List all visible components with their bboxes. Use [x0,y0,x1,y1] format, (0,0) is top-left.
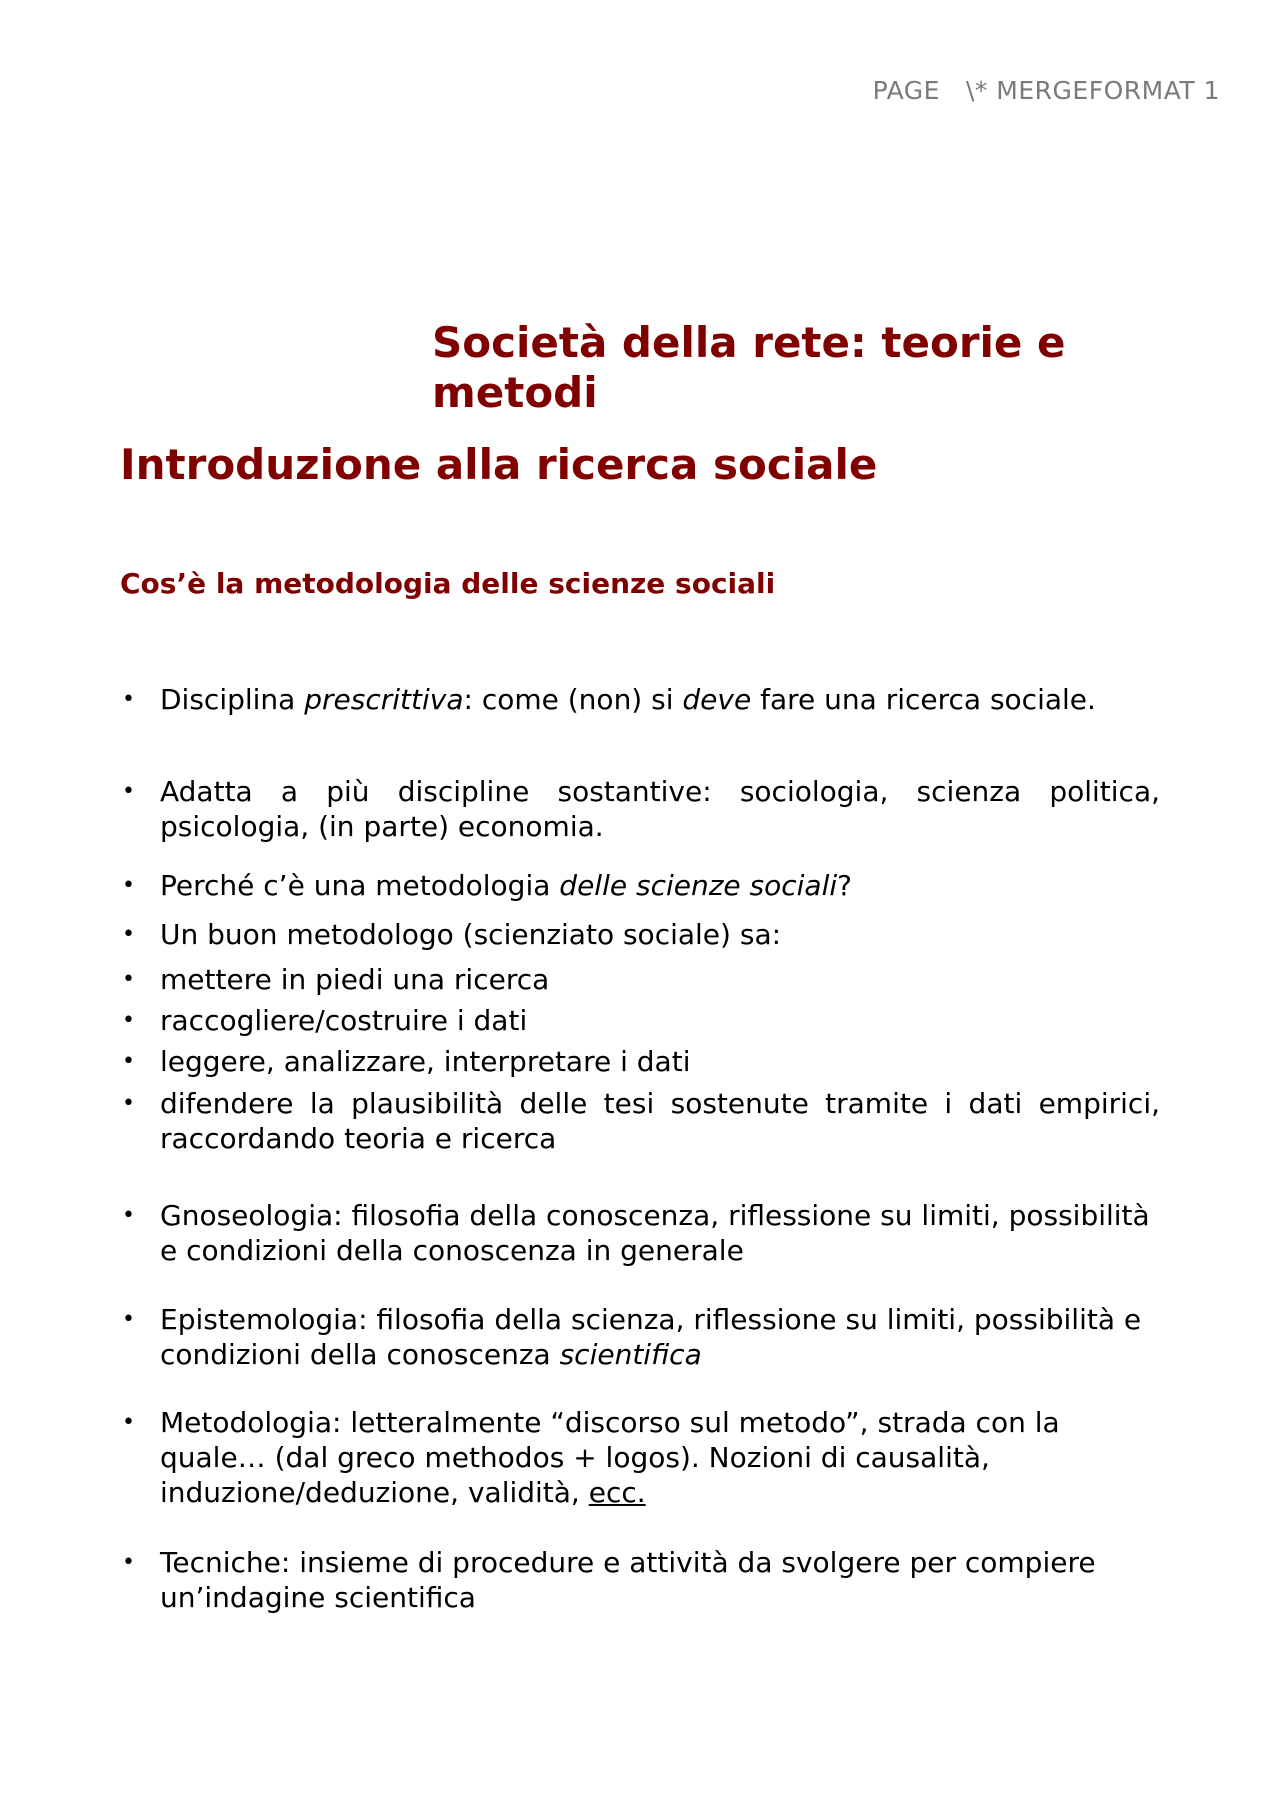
list-item: • Tecniche: insieme di procedure e attività da svolgere per compiere un’indagine scientifica [122,1546,1096,1614]
list-item: • Metodologia: letteralmente “discorso sul metodo”, strada con la quale… (dal greco methodos + logos). Nozioni di causalità, induzione/deduzione, validità, ecc. [122,1406,1060,1509]
list-item: • Adatta a più discipline sostantive: sociologia, scienza politica, psicologia, (in parte) economia. [122,775,1160,843]
lesson-title: Introduzione alla ricerca sociale [120,440,878,489]
list-item: • difendere la plausibilità delle tesi sostenute tramite i dati empirici, raccordando teoria e ricerca [122,1087,1160,1155]
emphasis-text: deve [682,683,752,716]
list-item: • Un buon metodologo (scienziato sociale) sa: [122,918,782,951]
bullet-icon: • [122,1307,135,1332]
bullet-icon: • [122,1550,135,1575]
course-title: Società della rete: teorie e metodi [432,318,1066,417]
bullet-icon: • [122,1091,135,1116]
bullet-icon: • [122,1049,135,1074]
list-item: • leggere, analizzare, interpretare i dati [122,1045,691,1078]
underlined-text: ecc. [588,1476,646,1509]
bullet-icon: • [122,1008,135,1033]
emphasis-text: scientifica [559,1338,702,1371]
list-item: • raccogliere/costruire i dati [122,1004,528,1037]
page-field-code: PAGE [872,76,940,105]
emphasis-text: prescrittiva [304,683,464,716]
section-title: Cos’è la metodologia delle scienze sociali [120,567,776,600]
bullet-icon: • [122,1410,135,1435]
bullet-icon: • [122,687,135,712]
list-item: • mettere in piedi una ricerca [122,963,550,996]
list-item: • Perché c’è una metodologia delle scienze sociali? [122,869,853,902]
list-item: • Gnoseologia: filosofia della conoscenza, riflessione su limiti, possibilità e condizioni della conoscenza in generale [122,1199,1150,1267]
mergeformat-field-code: \* MERGEFORMAT 1 [965,76,1220,105]
bullet-icon: • [122,922,135,947]
page-header-field [873,76,1220,105]
bullet-icon: • [122,967,135,992]
bullet-icon: • [122,779,135,804]
list-item: • Epistemologia: filosofia della scienza, riflessione su limiti, possibilità e condizioni della conoscenza scientifica [122,1303,1142,1371]
bullet-icon: • [122,873,135,898]
list-item: • Disciplina prescrittiva: come (non) si deve fare una ricerca sociale. [122,683,1096,716]
emphasis-text: delle scienze sociali [559,869,838,902]
bullet-icon: • [122,1203,135,1228]
